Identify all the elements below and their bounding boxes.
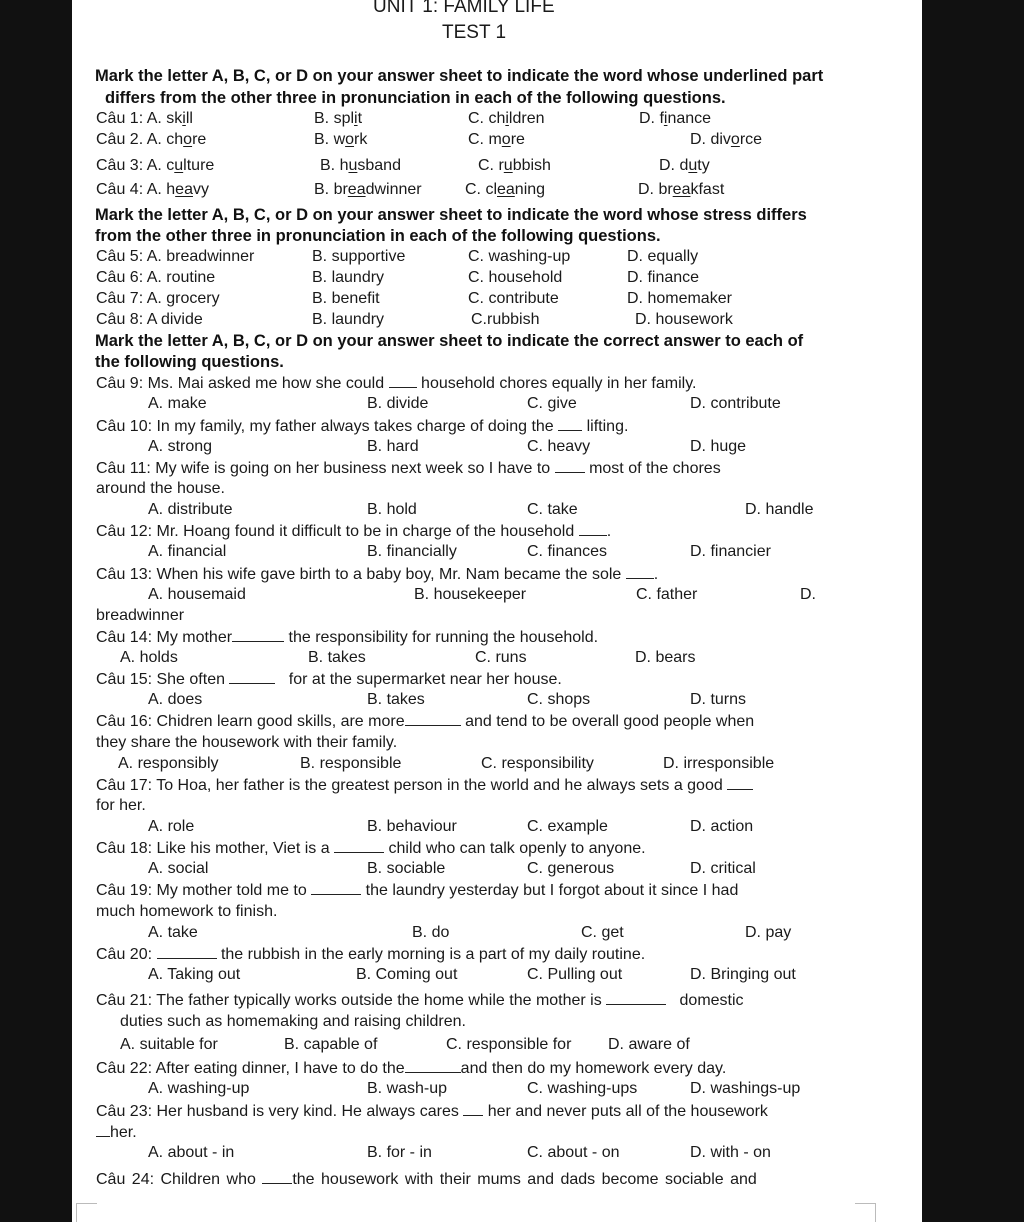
q2-option-c: C. more	[468, 131, 525, 148]
q20-stem: Câu 20: the rubbish in the early morning is a part of my daily routine.	[96, 946, 646, 963]
q15-blank	[229, 670, 275, 684]
q22-blank	[405, 1059, 461, 1073]
q23-blank-1	[463, 1102, 483, 1116]
q21-stem-line-2: duties such as homemaking and raising children.	[120, 1013, 466, 1030]
q8-option-b: B. laundry	[312, 311, 385, 328]
q11-option-b: B. hold	[367, 501, 417, 518]
q12-option-d: D. financier	[690, 543, 771, 560]
q15-stem: Câu 15: She often for at the supermarket near her house.	[96, 671, 562, 688]
unit-title: UNIT 1: FAMILY LIFE	[373, 0, 555, 17]
q17-option-d: D. action	[690, 818, 754, 835]
q13-option-a: A. housemaid	[148, 586, 246, 603]
q15-option-b: B. takes	[367, 691, 425, 708]
q21-option-b: B. capable of	[284, 1036, 378, 1053]
q19-option-a: A. take	[148, 924, 198, 941]
q22-option-a: A. washing-up	[148, 1080, 250, 1097]
instruction-3-line-2: the following questions.	[95, 353, 284, 371]
q10-blank	[558, 417, 582, 431]
q13-option-c: C. father	[636, 586, 698, 603]
q15-option-c: C. shops	[527, 691, 591, 708]
q17-blank	[727, 776, 753, 790]
q24-blank	[262, 1170, 292, 1184]
q5-option-c: C. washing-up	[468, 248, 571, 265]
q3-option-c: C. rubbish	[478, 157, 551, 174]
q9-option-b: B. divide	[367, 395, 429, 412]
q16-option-c: C. responsibility	[481, 755, 594, 772]
q22-option-b: B. wash-up	[367, 1080, 448, 1097]
q18-blank	[334, 839, 384, 853]
document-page	[72, 0, 922, 1222]
q6-option-a: Câu 6: A. routine	[96, 269, 216, 286]
q4-option-a: Câu 4: A. heavy	[96, 181, 209, 198]
q10-stem: Câu 10: In my family, my father always takes charge of doing the lifting.	[96, 418, 629, 435]
q18-option-b: B. sociable	[367, 860, 446, 877]
q18-stem: Câu 18: Like his mother, Viet is a child who can talk openly to anyone.	[96, 840, 646, 857]
q12-option-c: C. finances	[527, 543, 608, 560]
q17-option-c: C. example	[527, 818, 608, 835]
page-corner-left	[76, 1203, 97, 1222]
q7-option-d: D. homemaker	[627, 290, 732, 307]
q13-option-d-text: breadwinner	[96, 607, 185, 624]
q6-option-c: C. household	[468, 269, 563, 286]
q23-blank-2	[96, 1123, 110, 1137]
q19-stem: Câu 19: My mother told me to the laundry yesterday but I forgot about it since I had	[96, 882, 739, 899]
q22-stem: Câu 22: After eating dinner, I have to do the and then do my homework every day.	[96, 1060, 727, 1077]
q21-option-a: A. suitable for	[120, 1036, 218, 1053]
q9-stem: Câu 9: Ms. Mai asked me how she could household chores equally in her family.	[96, 375, 697, 392]
page-corner-right	[855, 1203, 876, 1222]
q21-blank	[606, 991, 666, 1005]
q4-option-c: C. cleaning	[465, 181, 546, 198]
q1-option-d: D. finance	[639, 110, 712, 127]
q19-blank	[311, 881, 361, 895]
q17-option-a: A. role	[148, 818, 195, 835]
q18-option-d: D. critical	[690, 860, 756, 877]
q2-option-d: D. divorce	[690, 131, 763, 148]
q1-option-a: Câu 1: A. skill	[96, 110, 193, 127]
q7-option-c: C. contribute	[468, 290, 559, 307]
q14-stem: Câu 14: My mother the responsibility for running the household.	[96, 629, 599, 646]
q9-blank	[389, 374, 417, 388]
q16-option-b: B. responsible	[300, 755, 402, 772]
q5-option-b: B. supportive	[312, 248, 406, 265]
q14-option-d: D. bears	[635, 649, 696, 666]
q10-option-c: C. heavy	[527, 438, 591, 455]
q2-option-b: B. work	[314, 131, 368, 148]
q5-option-d: D. equally	[627, 248, 699, 265]
q2-option-a: Câu 2. A. chore	[96, 131, 207, 148]
q14-option-a: A. holds	[120, 649, 178, 666]
q18-option-a: A. social	[148, 860, 209, 877]
q8-option-d: D. housework	[635, 311, 733, 328]
q3-option-a: Câu 3: A. culture	[96, 157, 215, 174]
q20-option-a: A. Taking out	[148, 966, 241, 983]
q24-stem: Câu 24: Children who the housework with their mums and dads become sociable and	[96, 1171, 757, 1188]
q16-blank	[405, 712, 461, 726]
instruction-3-line-1: Mark the letter A, B, C, or D on your answer sheet to indicate the correct answer to each of	[95, 332, 804, 350]
q12-blank	[579, 522, 607, 536]
q11-stem: Câu 11: My wife is going on her business next week so I have to most of the chores	[96, 460, 721, 477]
q13-stem: Câu 13: When his wife gave birth to a baby boy, Mr. Nam became the sole .	[96, 566, 659, 583]
q20-option-c: C. Pulling out	[527, 966, 623, 983]
q6-option-b: B. laundry	[312, 269, 385, 286]
q3-option-d: D. duty	[659, 157, 710, 174]
q22-option-c: C. washing-ups	[527, 1080, 638, 1097]
q4-option-b: B. breadwinner	[314, 181, 422, 198]
q9-option-d: D. contribute	[690, 395, 781, 412]
q18-option-c: C. generous	[527, 860, 615, 877]
q7-option-b: B. benefit	[312, 290, 380, 307]
q16-option-d: D. irresponsible	[663, 755, 775, 772]
q20-option-b: B. Coming out	[356, 966, 458, 983]
q16-option-a: A. responsibly	[118, 755, 219, 772]
q9-option-c: C. give	[527, 395, 577, 412]
q23-stem: Câu 23: Her husband is very kind. He always cares her and never puts all of the housework	[96, 1103, 768, 1120]
instruction-1-line-1: Mark the letter A, B, C, or D on your answer sheet to indicate the word whose underlined part	[95, 67, 824, 85]
q9-option-a: A. make	[148, 395, 207, 412]
q23-option-d: D. with - on	[690, 1144, 771, 1161]
instruction-2-line-1: Mark the letter A, B, C, or D on your answer sheet to indicate the word whose stress differs	[95, 206, 807, 224]
test-title: TEST 1	[442, 22, 507, 43]
q11-option-c: C. take	[527, 501, 578, 518]
q14-blank	[232, 628, 284, 642]
q17-option-b: B. behaviour	[367, 818, 457, 835]
q11-option-d: D. handle	[745, 501, 814, 518]
q14-option-c: C. runs	[475, 649, 527, 666]
q1-option-c: C. children	[468, 110, 545, 127]
q8-option-c: C.rubbish	[471, 311, 540, 328]
q21-option-c: C. responsible for	[446, 1036, 572, 1053]
q10-option-d: D. huge	[690, 438, 747, 455]
q19-option-d: D. pay	[745, 924, 792, 941]
q15-option-d: D. turns	[690, 691, 747, 708]
q20-option-d: D. Bringing out	[690, 966, 796, 983]
q14-option-b: B. takes	[308, 649, 366, 666]
q16-stem-line-2: they share the housework with their family.	[96, 734, 398, 751]
q17-stem-line-2: for her.	[96, 797, 146, 814]
q23-option-c: C. about - on	[527, 1144, 620, 1161]
q23-option-a: A. about - in	[148, 1144, 235, 1161]
q20-blank	[157, 945, 217, 959]
q15-option-a: A. does	[148, 691, 203, 708]
q3-option-b: B. husband	[320, 157, 401, 174]
instruction-2-line-2: from the other three in pronunciation in each of the following questions.	[95, 227, 661, 245]
q22-option-d: D. washings-up	[690, 1080, 801, 1097]
q23-stem-line-2: her.	[96, 1123, 137, 1142]
q21-stem: Câu 21: The father typically works outside the home while the mother is domestic	[96, 992, 744, 1009]
q11-option-a: A. distribute	[148, 501, 233, 518]
q11-blank	[555, 459, 585, 473]
q16-stem: Câu 16: Chidren learn good skills, are more and tend to be overall good people when	[96, 713, 755, 730]
q1-option-b: B. split	[314, 110, 363, 127]
q12-option-a: A. financial	[148, 543, 227, 560]
q10-option-a: A. strong	[148, 438, 213, 455]
q10-option-b: B. hard	[367, 438, 419, 455]
q19-option-b: B. do	[412, 924, 450, 941]
q17-stem: Câu 17: To Hoa, her father is the greatest person in the world and he always sets a good	[96, 776, 753, 795]
q8-option-a: Câu 8: A divide	[96, 311, 203, 328]
instruction-1-line-2: differs from the other three in pronunciation in each of the following questions.	[105, 89, 726, 107]
q19-option-c: C. get	[581, 924, 624, 941]
q13-blank	[626, 565, 654, 579]
q13-option-d: D.	[800, 586, 816, 603]
q19-stem-line-2: much homework to finish.	[96, 903, 278, 920]
q12-option-b: B. financially	[367, 543, 457, 560]
q13-option-b: B. housekeeper	[414, 586, 527, 603]
q5-option-a: Câu 5: A. breadwinner	[96, 248, 255, 265]
q6-option-d: D. finance	[627, 269, 700, 286]
q12-stem: Câu 12: Mr. Hoang found it difficult to be in charge of the household .	[96, 523, 612, 540]
q21-option-d: D. aware of	[608, 1036, 690, 1053]
q11-stem-line-2: around the house.	[96, 480, 225, 497]
q23-option-b: B. for - in	[367, 1144, 432, 1161]
q7-option-a: Câu 7: A. grocery	[96, 290, 220, 307]
q4-option-d: D. breakfast	[638, 181, 725, 198]
